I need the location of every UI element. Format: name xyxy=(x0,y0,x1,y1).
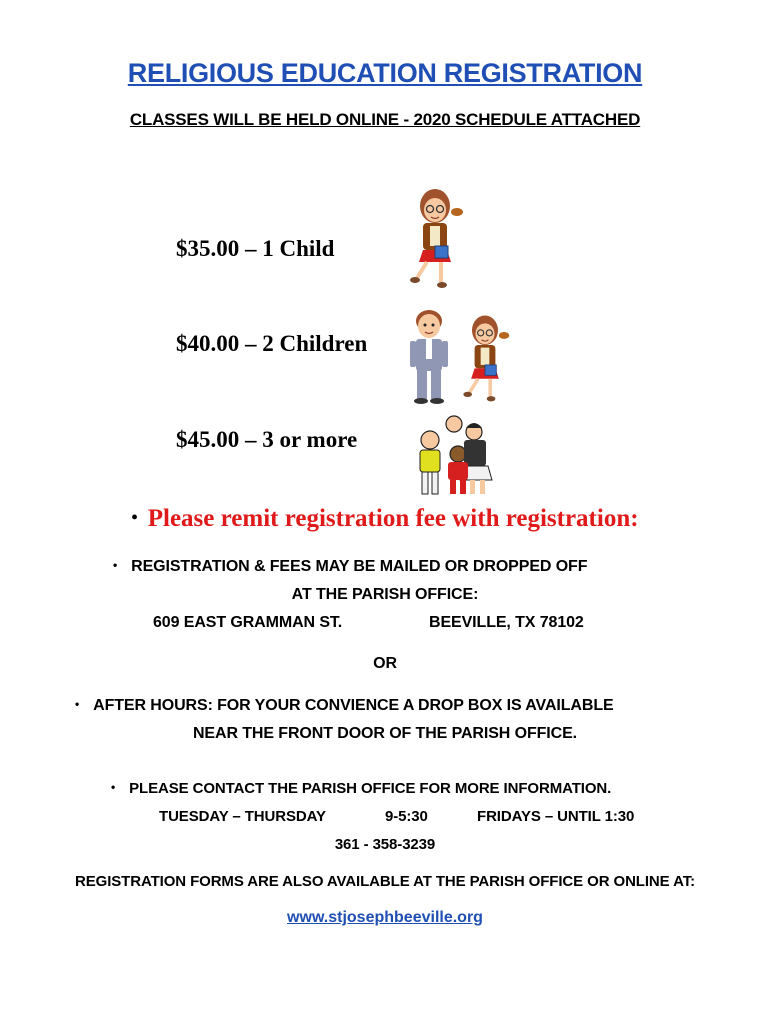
mail-city: BEEVILLE, TX 78102 xyxy=(429,614,584,631)
page-subtitle: CLASSES WILL BE HELD ONLINE - 2020 SCHEDULE ATTACHED xyxy=(129,110,641,129)
remit-instruction: • Please remit registration fee with registration: xyxy=(131,505,639,532)
office-phone: 361 - 358-3239 xyxy=(334,836,436,853)
contact-line: • PLEASE CONTACT THE PARISH OFFICE FOR MORE INFORMATION. xyxy=(111,780,612,797)
office-hours-1: 9-5:30 xyxy=(385,808,428,825)
group-children-clipart-icon xyxy=(412,414,494,498)
mail-line-1: • REGISTRATION & FEES MAY BE MAILED OR DROPPED OFF xyxy=(113,558,588,575)
page-title: RELIGIOUS EDUCATION REGISTRATION xyxy=(127,58,643,88)
after-hours-line-1: • AFTER HOURS: FOR YOUR CONVIENCE A DROP BOX IS AVAILABLE xyxy=(75,697,614,714)
price-three-or-more: $45.00 – 3 or more xyxy=(176,427,358,452)
bullet-icon: • xyxy=(113,558,118,572)
boy-clipart-icon xyxy=(404,307,454,407)
price-one-child: $35.00 – 1 Child xyxy=(176,236,335,261)
office-days-1: TUESDAY – THURSDAY xyxy=(159,808,326,825)
price-two-children: $40.00 – 2 Children xyxy=(176,331,368,356)
website-link-wrapper xyxy=(0,909,770,927)
girl-clipart-icon xyxy=(405,186,465,290)
website-link[interactable]: www.stjosephbeeville.org xyxy=(287,909,483,926)
girl-clipart-icon xyxy=(459,309,511,407)
forms-availability: REGISTRATION FORMS ARE ALSO AVAILABLE AT THE PARISH OFFICE OR ONLINE AT: xyxy=(74,873,695,890)
mail-street: 609 EAST GRAMMAN ST. xyxy=(153,614,343,631)
bullet-icon: • xyxy=(111,780,116,794)
or-separator: OR xyxy=(373,655,397,672)
bullet-icon: • xyxy=(131,507,138,527)
after-hours-line-2: NEAR THE FRONT DOOR OF THE PARISH OFFICE. xyxy=(192,725,578,742)
mail-line-2: AT THE PARISH OFFICE: xyxy=(291,586,479,603)
bullet-icon: • xyxy=(75,697,80,711)
office-days-2: FRIDAYS – UNTIL 1:30 xyxy=(477,808,635,825)
